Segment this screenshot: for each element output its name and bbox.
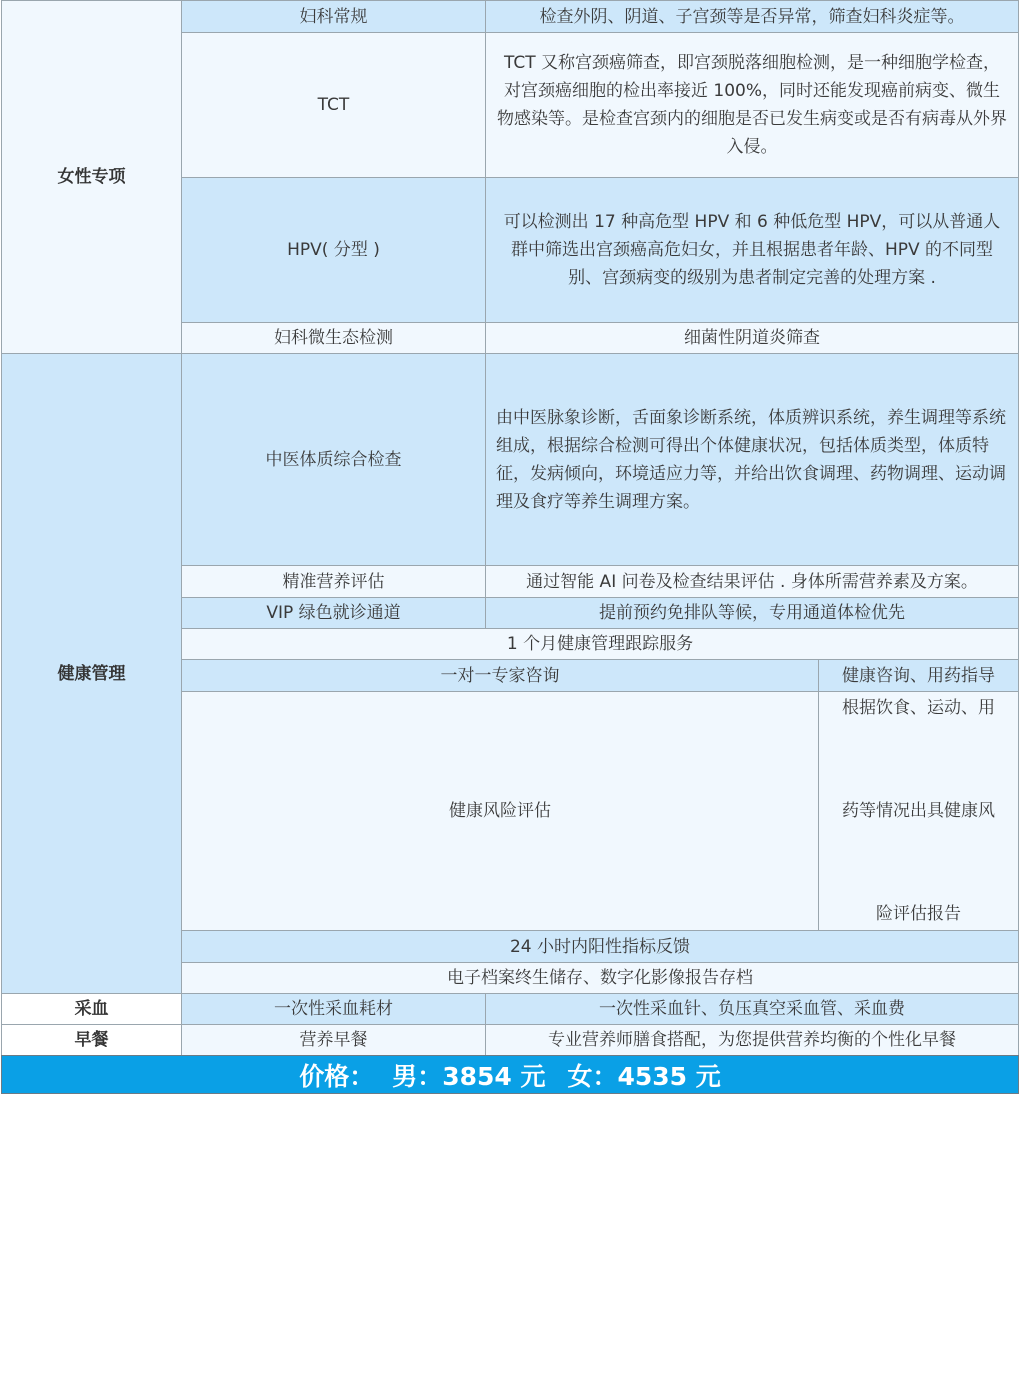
- item-breakfast: [181, 1024, 486, 1056]
- followup-row: [181, 628, 1019, 660]
- desc-risk: [818, 691, 1019, 931]
- risk-desc-line-1: 根据饮食、运动、用: [842, 698, 995, 718]
- desc-text: 可以检测出 17 种高危型 HPV 和 6 种低危型 HPV，可以从普通人群中筛选出宫颈癌高危妇女，并且根据患者年龄、HPV 的不同型别、宫颈病变的级别为患者制定完善的处理方案 .: [503, 212, 1001, 288]
- price-female: 女：4535 元: [567, 1061, 721, 1091]
- item-vip: [181, 597, 486, 629]
- section-female-label: 女性专项: [57, 167, 126, 187]
- item-label: 健康风险评估: [449, 801, 551, 821]
- item-label: 中医体质综合检查: [265, 449, 402, 470]
- item-label: VIP 绿色就诊通道: [266, 603, 401, 623]
- archive-text: 电子档案终生储存、数字化影像报告存档: [447, 968, 753, 988]
- item-label: 一对一专家咨询: [440, 665, 560, 686]
- section-health-label: 健康管理: [57, 663, 126, 684]
- followup-text: 1 个月健康管理跟踪服务: [506, 634, 694, 654]
- item-label: 妇科常规: [299, 6, 368, 27]
- item-risk: [181, 691, 819, 931]
- item-label: TCT: [317, 95, 350, 115]
- feedback-text: 24 小时内阳性指标反馈: [509, 936, 691, 957]
- item-blood: [181, 993, 486, 1025]
- item-tcm: [181, 353, 486, 566]
- risk-desc-line-2: 药等情况出具健康风: [842, 801, 995, 821]
- desc-text: 健康咨询、用药指导: [842, 665, 995, 686]
- price-male: 男：3854 元: [392, 1061, 546, 1091]
- item-gyn-routine: [181, 0, 486, 33]
- item-label: 营养早餐: [299, 1030, 368, 1050]
- item-label: HPV( 分型 ): [287, 240, 380, 260]
- item-tct: [181, 32, 486, 178]
- item-label: 妇科微生态检测: [274, 328, 393, 348]
- desc-expert: [818, 659, 1019, 692]
- desc-nutrition: [485, 565, 1019, 598]
- section-blood-label: 采血: [74, 999, 109, 1019]
- desc-text: 通过智能 AI 问卷及检查结果评估 . 身体所需营养素及方案。: [526, 571, 978, 592]
- section-health: [1, 353, 182, 994]
- section-breakfast: [1, 1024, 182, 1056]
- item-label: 一次性采血耗材: [274, 999, 393, 1019]
- desc-text: 细菌性阴道炎筛查: [684, 328, 820, 348]
- section-blood: [1, 993, 182, 1025]
- desc-breakfast: [485, 1024, 1019, 1056]
- desc-text: 一次性采血针、负压真空采血管、采血费: [599, 999, 905, 1019]
- archive-row: [181, 962, 1019, 994]
- item-expert: [181, 659, 819, 692]
- desc-blood: [485, 993, 1019, 1025]
- section-female: [1, 0, 182, 354]
- desc-gyn-routine: [485, 0, 1019, 33]
- risk-desc-line-3: 险评估报告: [876, 904, 961, 924]
- section-breakfast-label: 早餐: [74, 1030, 109, 1050]
- desc-tct: [485, 32, 1019, 178]
- price-bar: [1, 1055, 1019, 1094]
- desc-vip: [485, 597, 1019, 629]
- desc-micro: [485, 322, 1019, 354]
- feedback-row: [181, 930, 1019, 963]
- item-nutrition: [181, 565, 486, 598]
- item-hpv: [181, 177, 486, 323]
- price-label: 价格：: [299, 1061, 375, 1091]
- desc-tcm: [485, 353, 1019, 566]
- desc-text: 检查外阴、阴道、子宫颈等是否异常，筛查妇科炎症等。: [539, 6, 965, 27]
- desc-text: 提前预约免排队等候，专用通道体检优先: [599, 603, 905, 623]
- item-micro: [181, 322, 486, 354]
- desc-text: TCT 又称宫颈癌筛查，即宫颈脱落细胞检测，是一种细胞学检查，对宫颈癌细胞的检出率接近 100%，同时还能发现癌前病变、微生物感染等。是检查宫颈内的细胞是否已发生病变或是否有病毒从外界入侵。: [497, 53, 1007, 157]
- desc-text: 由中医脉象诊断，舌面象诊断系统，体质辨识系统，养生调理等系统组成，根据综合检测可得出个体健康状况，包括体质类型，体质特征，发病倾向，环境适应力等，并给出饮食调理、药物调理、运动调理及食疗等养生调理方案。: [496, 407, 1006, 512]
- desc-hpv: [485, 177, 1019, 323]
- desc-text: 专业营养师膳食搭配，为您提供营养均衡的个性化早餐: [548, 1030, 956, 1050]
- item-label: 精准营养评估: [282, 571, 385, 592]
